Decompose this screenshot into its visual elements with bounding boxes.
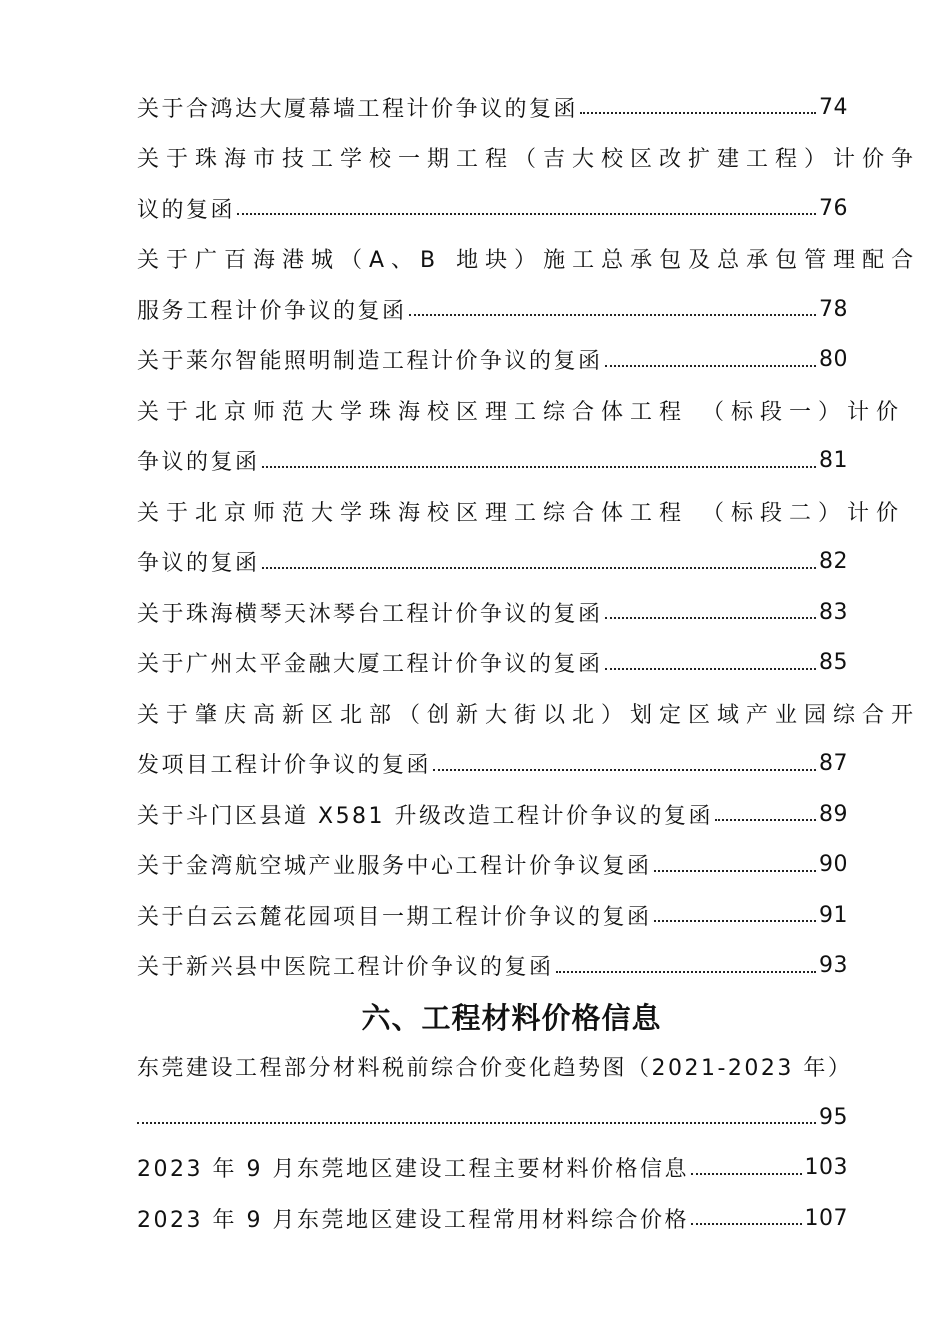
toc-entry[interactable] (137, 688, 921, 739)
toc-entry[interactable] (137, 234, 921, 285)
toc-entry[interactable] (137, 486, 905, 537)
toc-entry[interactable] (137, 941, 848, 992)
toc-entry-title: 关于珠海横琴天沐琴台工程计价争议的复函 (137, 601, 603, 627)
dot-leader (137, 1122, 816, 1124)
toc-entry-title: 关于莱尔智能照明制造工程计价争议的复函 (137, 349, 603, 375)
toc-entry-title-line1: 东莞建设工程部分材料税前综合价变化趋势图（2021-2023 年） (137, 1056, 853, 1082)
toc-entry[interactable] (137, 840, 848, 891)
toc-entry-title: 关于金湾航空城产业服务中心工程计价争议复函 (137, 854, 652, 880)
table-of-contents (137, 82, 921, 1244)
dot-leader (654, 870, 816, 872)
dot-leader (262, 567, 816, 569)
toc-entry-page: 89 (819, 801, 848, 827)
dot-leader (433, 769, 816, 771)
toc-entry-page: 95 (819, 1104, 848, 1130)
toc-entry-continued[interactable] (137, 537, 848, 588)
dot-leader (580, 112, 816, 114)
toc-entry[interactable] (137, 638, 848, 689)
toc-entry-title-line2: 议的复函 (137, 197, 236, 223)
dot-leader (237, 213, 816, 215)
toc-entry-page: 78 (819, 296, 848, 322)
toc-entry-page: 74 (819, 94, 848, 120)
toc-entry[interactable] (137, 1042, 853, 1093)
toc-entry-page: 81 (819, 448, 848, 474)
toc-entry[interactable] (137, 890, 848, 941)
toc-entry-page: 107 (804, 1205, 848, 1231)
toc-entry[interactable] (137, 1143, 848, 1194)
toc-entry-page: 90 (819, 852, 848, 878)
toc-entry-title: 关于广州太平金融大厦工程计价争议的复函 (137, 652, 603, 678)
toc-entry-page: 87 (819, 751, 848, 777)
toc-entry-page: 93 (819, 953, 848, 979)
toc-entry-continued[interactable] (137, 739, 848, 790)
toc-entry-page: 103 (804, 1155, 848, 1181)
dot-leader (654, 920, 816, 922)
dot-leader (715, 819, 816, 821)
dot-leader (605, 365, 816, 367)
toc-entry-title-line1: 关于肇庆高新区北部（创新大街以北）划定区域产业园综合开 (137, 702, 921, 728)
toc-entry-title: 关于合鸿达大厦幕墙工程计价争议的复函 (137, 96, 579, 122)
toc-entry-title: 2023 年 9 月东莞地区建设工程主要材料价格信息 (137, 1157, 689, 1183)
toc-entry-continued[interactable] (137, 1092, 848, 1143)
toc-entry[interactable] (137, 587, 848, 638)
toc-entry-page: 80 (819, 347, 848, 373)
toc-entry-title-line1: 关于广百海港城（A、B 地块）施工总承包及总承包管理配合 (137, 248, 921, 274)
toc-entry-page: 91 (819, 902, 848, 928)
toc-entry-page: 76 (819, 195, 848, 221)
dot-leader (556, 971, 816, 973)
toc-entry-continued[interactable] (137, 436, 848, 487)
toc-entry[interactable] (137, 385, 905, 436)
toc-entry-continued[interactable] (137, 183, 848, 234)
dot-leader (605, 668, 816, 670)
toc-entry-title-line2: 争议的复函 (137, 551, 260, 577)
toc-entry-page: 83 (819, 599, 848, 625)
toc-entry-title: 关于斗门区县道 X581 升级改造工程计价争议的复函 (137, 803, 714, 829)
dot-leader (691, 1173, 802, 1175)
dot-leader (605, 617, 816, 619)
toc-entry[interactable] (137, 82, 848, 133)
toc-entry-title-line1: 关于北京师范大学珠海校区理工综合体工程 （标段二）计价 (137, 500, 905, 526)
toc-entry[interactable] (137, 335, 848, 386)
toc-entry-title: 关于白云云麓花园项目一期工程计价争议的复函 (137, 904, 652, 930)
toc-entry-title-line2: 服务工程计价争议的复函 (137, 298, 407, 324)
toc-entry-page: 82 (819, 549, 848, 575)
toc-entry-continued[interactable] (137, 284, 848, 335)
toc-entry-title: 2023 年 9 月东莞地区建设工程常用材料综合价格 (137, 1207, 689, 1233)
dot-leader (262, 466, 816, 468)
toc-entry-title-line1: 关于珠海市技工学校一期工程（吉大校区改扩建工程）计价争 (137, 147, 921, 173)
toc-entry-title-line2: 争议的复函 (137, 450, 260, 476)
toc-entry-title-line1: 关于北京师范大学珠海校区理工综合体工程 （标段一）计价 (137, 399, 905, 425)
toc-entry[interactable] (137, 133, 921, 184)
toc-entry-title-line2: 发项目工程计价争议的复函 (137, 753, 432, 779)
toc-entry-title: 关于新兴县中医院工程计价争议的复函 (137, 955, 554, 981)
toc-entry-page: 85 (819, 650, 848, 676)
dot-leader (409, 314, 816, 316)
toc-entry[interactable] (137, 789, 848, 840)
toc-entry[interactable] (137, 1193, 848, 1244)
dot-leader (691, 1223, 802, 1225)
section-heading: 六、工程材料价格信息 (361, 1000, 662, 1035)
